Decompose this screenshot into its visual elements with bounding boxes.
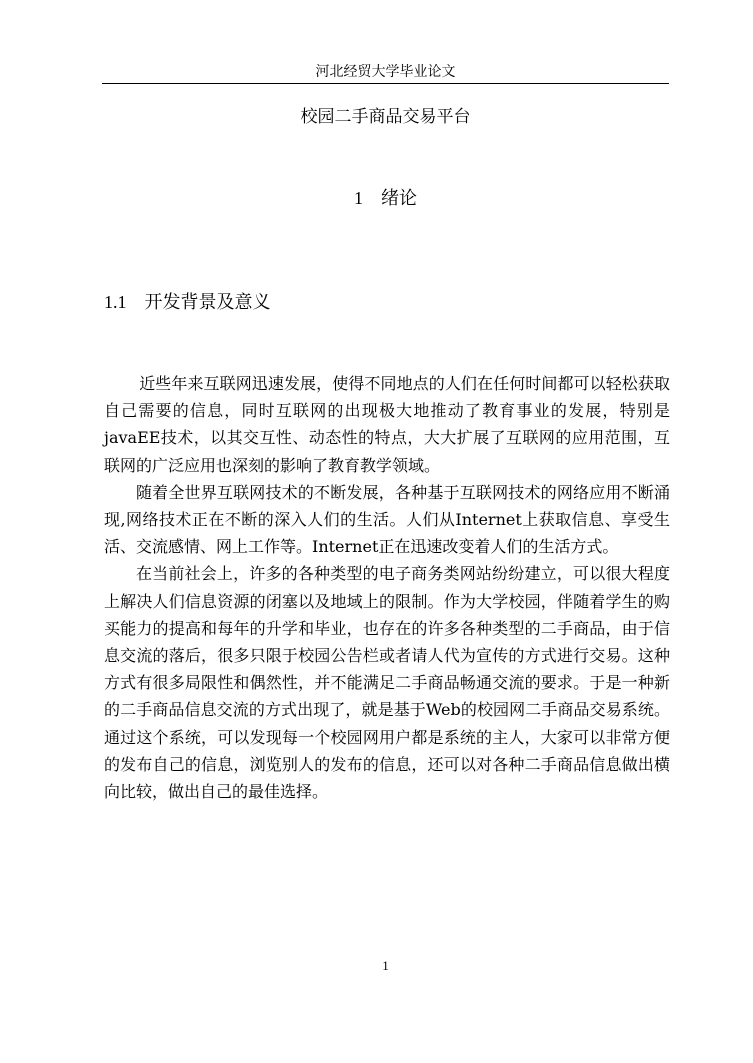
paragraph: 在当前社会上，许多的各种类型的电子商务类网站纷纷建立，可以很大程度上解决人们信息资源的闭塞以及地域上的限制。作为大学校园，伴随着学生的购买能力的提高和每年的升学和毕业，也存在的许多各种类型的二手商品，由于信息交流的落后，很多只限于校园公告栏或者请人代为宣传的方式进行交易。这种方式有很多局限性和偶然性，并不能满足二手商品畅通交流的要求。于是一种新的二手商品信息交流的方式出现了，就是基于Web的校园网二手商品交易系统。通过这个系统，可以发现每一个校园网用户都是系统的主人，大家可以非常方便的发布自己的信息，浏览别人的发布的信息，还可以对各种二手商品信息做出横向比较，做出自己的最佳选择。 bbox=[104, 564, 670, 802]
header-divider bbox=[102, 83, 669, 84]
paragraph: 随着全世界互联网技术的不断发展，各种基于互联网技术的网络应用不断涌现,网络技术正在不断的深入人们的生活。人们从Internet上获取信息、享受生活、交流感情、网上工作等。Internet正在迅速改变着人们的生活方式。 bbox=[104, 482, 670, 557]
paragraph: 近些年来互联网迅速发展，使得不同地点的人们在任何时间都可以轻松获取自己需要的信息，同时互联网的出现极大地推动了教育事业的发展，特别是javaEE技术，以其交互性、动态性的特点，大大扩展了互联网的应用范围，互联网的广泛应用也深刻的影响了教育教学领域。 bbox=[104, 374, 670, 475]
page-number: 1 bbox=[382, 958, 389, 973]
chapter-number: 1 bbox=[354, 188, 363, 208]
body-text bbox=[104, 370, 670, 805]
document-title: 校园二手商品交易平台 bbox=[300, 107, 471, 127]
section-number: 1.1 bbox=[104, 292, 127, 312]
chapter-heading bbox=[102, 186, 669, 211]
section-heading bbox=[104, 290, 664, 315]
section-title: 开发背景及意义 bbox=[144, 292, 271, 313]
page-header: 河北经贸大学毕业论文 bbox=[315, 64, 456, 80]
chapter-title: 绪论 bbox=[381, 188, 417, 209]
